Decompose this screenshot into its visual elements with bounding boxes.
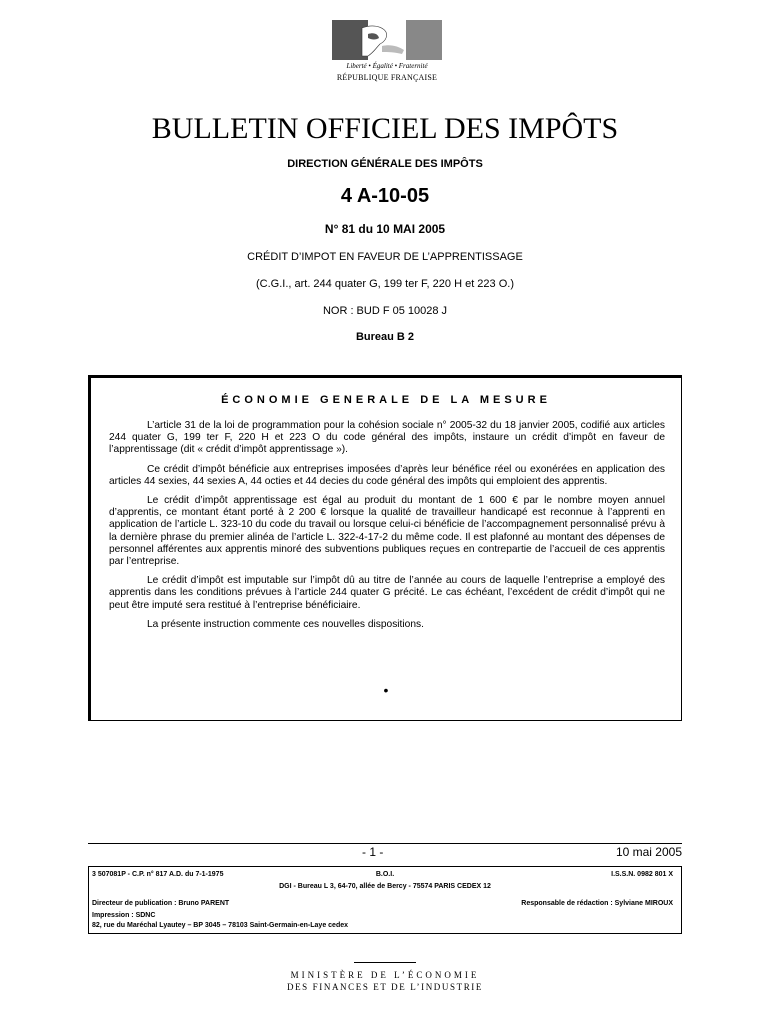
marianne-logo — [332, 20, 442, 86]
legal-references: (C.G.I., art. 244 quater G, 199 ter F, 220 H et 223 O.) — [255, 278, 514, 290]
bullet-mark: • — [383, 682, 389, 698]
issn-number: I.S.S.N. 0982 801 X — [611, 871, 673, 878]
publication-director: Directeur de publication : Bruno PARENT — [92, 900, 230, 907]
bulletin-title: BULLETIN OFFICIEL DES IMPÔTS — [151, 112, 619, 145]
dgi-address: DGI - Bureau L 3, 64-70, allée de Bercy - 75574 PARIS CEDEX 12 — [279, 883, 491, 890]
editorial-manager: Responsable de rédaction : Sylviane MIROUX — [521, 900, 673, 907]
issue-number: N° 81 du 10 MAI 2005 — [324, 222, 446, 236]
republic-name: RÉPUBLIQUE FRANÇAISE — [336, 73, 438, 82]
boi-label: B.O.I. — [375, 871, 395, 878]
footer-date: 10 mai 2005 — [615, 845, 682, 859]
ministry-name-line1: MINISTÈRE DE L’ÉCONOMIE — [290, 970, 480, 980]
paragraph: L’article 31 de la loi de programmation pour la cohésion sociale n° 2005-32 du 18 janvier 2005, codifié aux articles 244 quater G, 199 ter F, 220 H et 223 O du code général des impôts, instaure un crédit d’impôt en faveur de l’apprentissage (dit « crédit d’impôt apprentissage »). — [109, 420, 665, 456]
paragraph: Le crédit d’impôt apprentissage est égal au produit du montant de 1 600 € par le nombre moyen annuel d’apprentis, ce montant étant porté à 2 200 € lorsque la qualité de travailleur handicapé est reconnue à l’apprenti en application de l’article L. 323-10 du code du travail ou lorsque celui-ci bénéficie de l’accompagnement personnalisé prévu à la dernière phrase du premier alinéa de l’article L. 322-4-17-2 du même code. Il est plafonné au montant des dépenses de personnel afférentes aux apprentis minoré des subventions publiques reçues en contrepartie de l’accueil de ces apprentis par l’entreprise. — [109, 495, 665, 568]
ministry-divider — [354, 962, 416, 963]
section-body — [109, 420, 665, 638]
paragraph: Le crédit d’impôt est imputable sur l’impôt dû au titre de l’année au cours de laquelle l’entreprise a employé des apprentis dans les conditions prévues à l’article 244 quater G précité. Le cas échéant, l’excédent de crédit d’impôt qui ne peut être imputé sera restitué à l’entreprise bénéficiaire. — [109, 575, 665, 611]
bureau-label: Bureau B 2 — [355, 331, 415, 343]
marianne-emblem-icon — [332, 20, 442, 60]
footer-divider — [88, 843, 682, 844]
paragraph: Ce crédit d’impôt bénéficie aux entreprises imposées d’après leur bénéfice réel ou exonérées en application des articles 44 sexies, 44 sexies A, 44 octies et 44 decies du code général des impôts qui emploient des apprentis. — [109, 463, 665, 487]
publication-info-box — [88, 866, 682, 934]
section-title: ÉCONOMIE GENERALE DE LA MESURE — [221, 394, 551, 406]
republic-motto: Liberté • Égalité • Fraternité — [346, 62, 428, 70]
page-number: - 1 - — [362, 845, 384, 859]
paragraph: La présente instruction commente ces nouvelles dispositions. — [147, 618, 424, 630]
printer-address: 82, rue du Maréchal Lyautey – BP 3045 – 78103 Saint-Germain-en-Laye cedex — [92, 922, 349, 929]
printer: Impression : SDNC — [92, 912, 156, 919]
direction-subtitle: DIRECTION GÉNÉRALE DES IMPÔTS — [287, 158, 483, 170]
nor-reference: NOR : BUD F 05 10028 J — [322, 305, 448, 317]
topic-heading: CRÉDIT D’IMPOT EN FAVEUR DE L’APPRENTISSAGE — [247, 251, 523, 263]
instruction-code: 4 A-10-05 — [340, 185, 430, 207]
ministry-name-line2: DES FINANCES ET DE L’INDUSTRIE — [286, 982, 483, 992]
summary-box — [88, 375, 682, 721]
publication-reference: 3 507081P - C.P. n° 817 A.D. du 7-1-1975 — [92, 871, 224, 878]
